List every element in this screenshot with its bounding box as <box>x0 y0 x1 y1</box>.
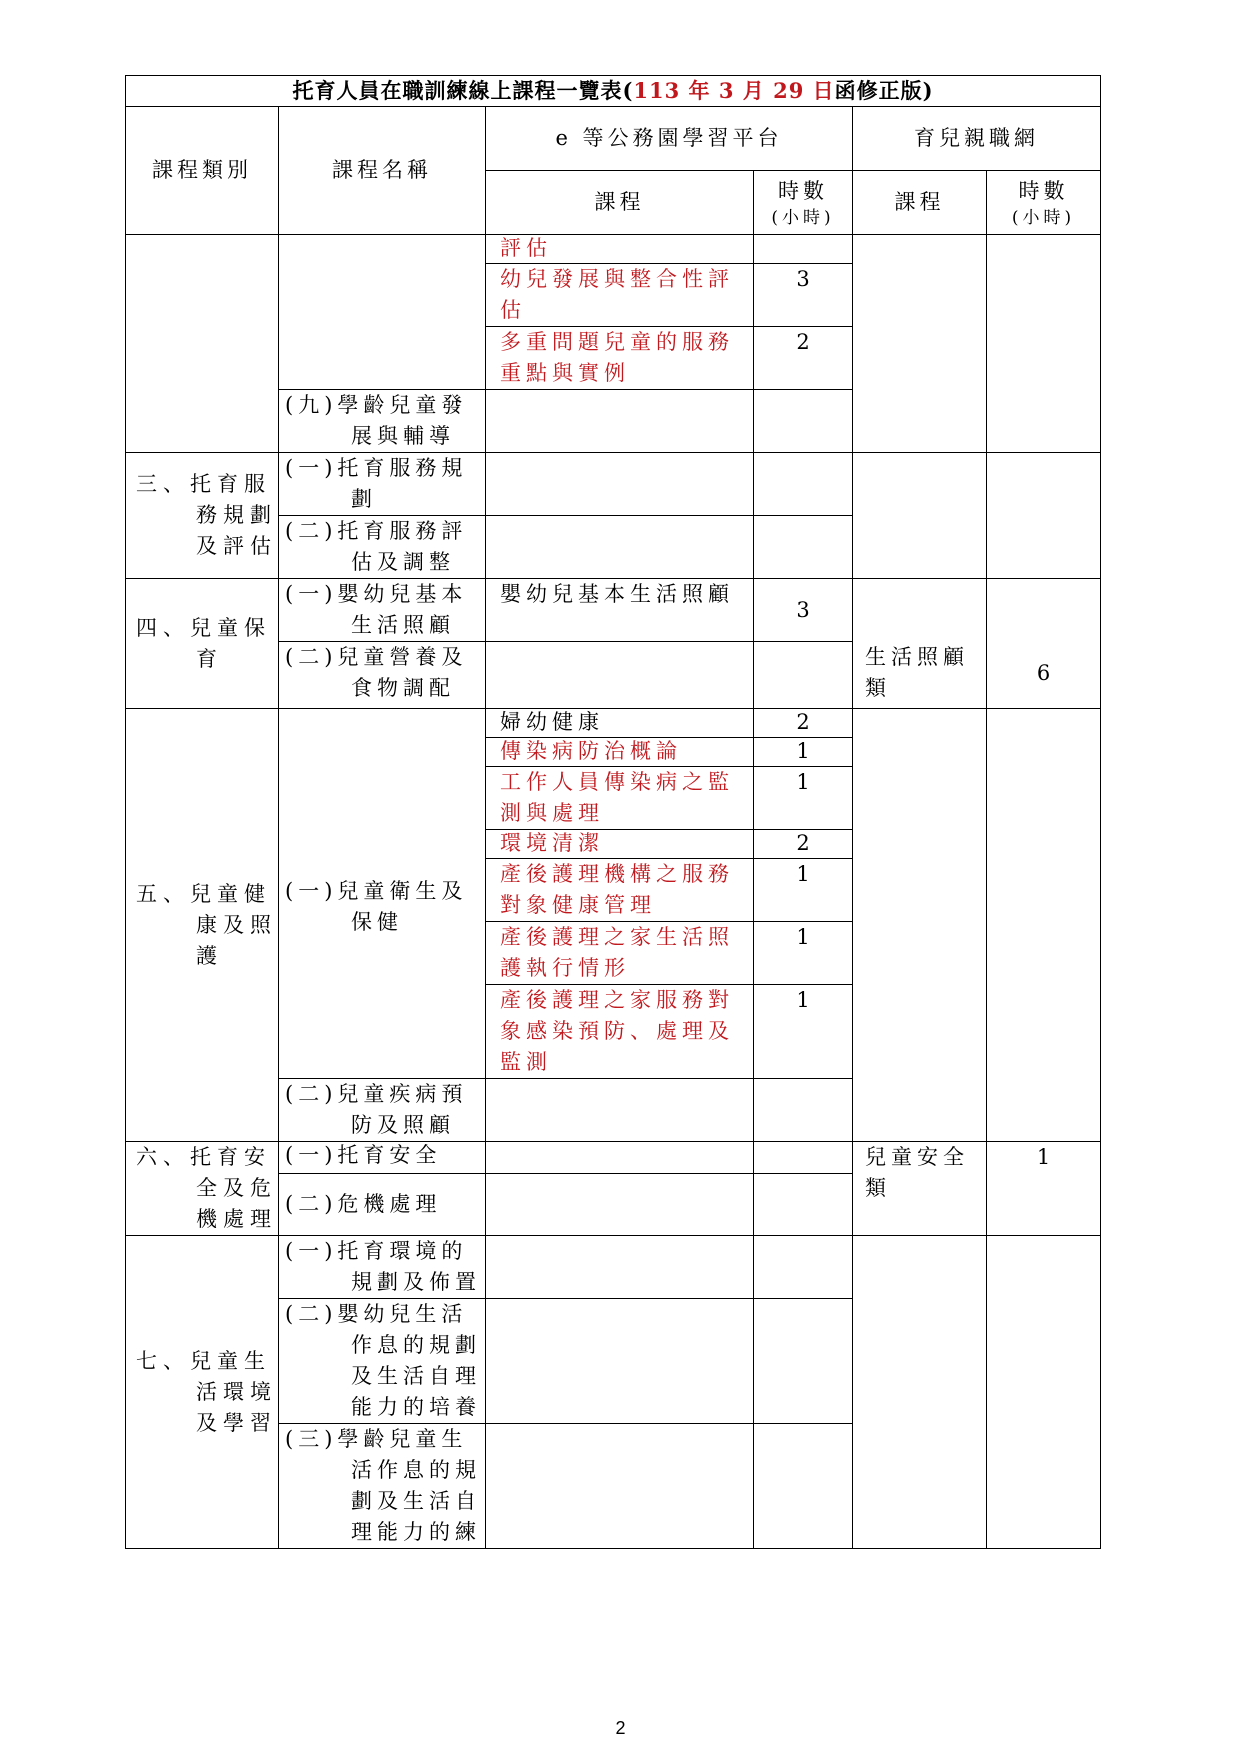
category-cell <box>126 1142 279 1236</box>
course-cell <box>486 1424 754 1549</box>
course-name-line: (二)兒童營養及 <box>285 645 468 669</box>
table-row-name-cont <box>279 235 486 390</box>
course-cell <box>486 1079 754 1142</box>
table-row-category-cont <box>126 235 279 453</box>
hours-cell: 1 <box>754 985 853 1079</box>
header-e-platform: e 等公務園學習平台 <box>486 107 853 171</box>
hours-cell <box>754 453 853 516</box>
course-line: 工作人員傳染病之監 <box>500 770 734 794</box>
course-name-line: (二)兒童疾病預 <box>285 1082 468 1106</box>
course-cell <box>486 985 754 1079</box>
header-e-course: 課程 <box>486 171 754 235</box>
course-cell <box>486 453 754 516</box>
category-line: 四、兒童保 <box>136 615 271 640</box>
yuer-course-cell <box>853 1142 987 1236</box>
hours-cell: 2 <box>754 830 853 859</box>
course-name-cell <box>279 516 486 579</box>
course-cell <box>486 1173 754 1235</box>
category-line: 康及照 <box>196 912 277 937</box>
course-cell: 環境清潔 <box>486 830 754 859</box>
course-name-line: 展與輔導 <box>351 424 455 448</box>
course-name-line: 防及照顧 <box>351 1113 455 1137</box>
header-y-hours <box>987 171 1101 235</box>
course-cell: 幼兒發展與整合性評估 <box>486 264 754 327</box>
hours-cell <box>754 1236 853 1299</box>
yuer-hours-cell <box>987 709 1101 1142</box>
course-cell <box>486 642 754 709</box>
hours-cell: 1 <box>754 767 853 830</box>
course-name-line: 能力的培養 <box>351 1395 481 1419</box>
course-name-cell <box>279 390 486 453</box>
yuer-hours-cell <box>987 235 1101 453</box>
yuer-course-line: 類 <box>865 676 891 700</box>
course-line: 測與處理 <box>500 801 604 825</box>
course-cell: 傳染病防治概論 <box>486 738 754 767</box>
header-course-name: 課程名稱 <box>279 107 486 235</box>
course-line: 監測 <box>500 1050 552 1074</box>
category-line: 及學習 <box>196 1410 277 1435</box>
course-name-cell <box>279 453 486 516</box>
yuer-course-cell <box>853 579 987 709</box>
yuer-course-cell <box>853 453 987 579</box>
page-number: 2 <box>615 1718 626 1738</box>
hours-cell: 3 <box>754 264 853 327</box>
course-name-line: 及生活自理 <box>351 1364 481 1388</box>
course-name-cell <box>279 579 486 642</box>
category-line: 及評估 <box>196 534 277 558</box>
category-line: 三、托育服 <box>136 472 271 496</box>
hours-cell <box>754 390 853 453</box>
category-cell <box>126 709 279 1142</box>
course-name-cell <box>279 709 486 1079</box>
title-main: 托育人員在職訓練線上課程一覽表( <box>292 78 634 103</box>
category-line: 全及危 <box>196 1176 277 1200</box>
category-cell <box>126 1236 279 1549</box>
yuer-course-cell <box>853 235 987 453</box>
course-name-line: 劃 <box>351 487 377 511</box>
course-cell: 婦幼健康 <box>486 709 754 738</box>
course-cell <box>486 767 754 830</box>
hours-cell <box>754 1142 853 1174</box>
course-cell <box>486 922 754 985</box>
category-line: 活環境 <box>196 1379 277 1404</box>
yuer-course-line: 類 <box>865 1176 891 1200</box>
category-line: 六、托育安 <box>136 1145 271 1169</box>
course-name-line: (一)兒童衛生及 <box>285 878 468 903</box>
course-name-line: 作息的規劃 <box>351 1333 481 1357</box>
course-line: 產後護理機構之服務 <box>500 862 734 886</box>
course-cell: 嬰幼兒基本生活照顧 <box>486 579 754 642</box>
header-y-hours-label: 時數 <box>1018 179 1069 203</box>
hours-cell: 1 <box>754 922 853 985</box>
course-name-line: 生活照顧 <box>351 613 455 637</box>
course-name-line: (一)嬰幼兒基本 <box>285 582 468 606</box>
hours-cell <box>754 235 853 264</box>
course-name-cell <box>279 1424 486 1549</box>
course-name-line: (三)學齡兒童生 <box>285 1427 468 1451</box>
course-cell <box>486 516 754 579</box>
hours-cell: 1 <box>754 738 853 767</box>
category-line: 護 <box>196 943 223 968</box>
course-line: 對象健康管理 <box>500 893 656 917</box>
course-name-cell: (二)危機處理 <box>279 1173 486 1235</box>
header-yuer-network: 育兒親職網 <box>853 107 1101 171</box>
hours-cell <box>754 516 853 579</box>
yuer-hours-cell: 6 <box>987 579 1101 709</box>
hours-cell <box>754 1079 853 1142</box>
category-cell <box>126 453 279 579</box>
course-name-cell <box>279 1079 486 1142</box>
course-name-cell <box>279 1236 486 1299</box>
category-line: 機處理 <box>196 1207 277 1231</box>
hours-cell <box>754 1424 853 1549</box>
header-category: 課程類別 <box>126 107 279 235</box>
course-name-line: 食物調配 <box>351 676 455 700</box>
course-line: 產後護理之家生活照 <box>500 925 734 949</box>
course-name-line: (二)嬰幼兒生活 <box>285 1302 468 1326</box>
table-title <box>126 76 1101 107</box>
hours-cell: 1 <box>754 859 853 922</box>
course-name-line: 理能力的練 <box>351 1520 481 1544</box>
hours-cell <box>754 1299 853 1424</box>
category-line: 五、兒童健 <box>136 881 271 906</box>
yuer-course-line: 兒童安全 <box>865 1145 969 1169</box>
course-name-cell <box>279 642 486 709</box>
category-line: 七、兒童生 <box>136 1348 271 1373</box>
course-cell: 多重問題兒童的服務重點與實例 <box>486 327 754 390</box>
course-line: 產後護理之家服務對 <box>500 988 734 1012</box>
yuer-course-line: 生活照顧 <box>865 645 969 669</box>
course-name-line: (九)學齡兒童發 <box>285 393 468 417</box>
hours-cell <box>754 642 853 709</box>
course-cell <box>486 1299 754 1424</box>
category-line: 育 <box>196 646 223 671</box>
hours-cell: 3 <box>754 579 853 642</box>
category-cell <box>126 579 279 709</box>
course-name-line: 活作息的規 <box>351 1458 481 1482</box>
course-line: 象感染預防、處理及 <box>500 1019 734 1043</box>
header-e-hours <box>754 171 853 235</box>
yuer-course-cell <box>853 709 987 1142</box>
course-name-line: 劃及生活自 <box>351 1489 481 1513</box>
header-e-hours-unit: (小時) <box>771 208 835 228</box>
header-y-hours-unit: (小時) <box>1011 208 1076 228</box>
course-name-line: (一)托育服務規 <box>285 456 468 480</box>
yuer-hours-cell: 1 <box>987 1142 1101 1236</box>
course-name-line: 規劃及佈置 <box>351 1270 481 1294</box>
category-line: 務規劃 <box>196 503 277 527</box>
course-name-line: 估及調整 <box>351 550 455 574</box>
course-cell <box>486 1142 754 1174</box>
course-name-cell <box>279 1299 486 1424</box>
course-cell: 評估 <box>486 235 754 264</box>
hours-cell: 2 <box>754 327 853 390</box>
course-table <box>125 75 1101 1549</box>
hours-cell <box>754 1173 853 1235</box>
hours-cell: 2 <box>754 709 853 738</box>
course-name-cell: (一)托育安全 <box>279 1142 486 1174</box>
course-name-line: 保健 <box>351 909 403 934</box>
yuer-hours-cell <box>987 453 1101 579</box>
header-e-hours-label: 時數 <box>778 179 828 203</box>
title-date: 113 年 3 月 29 日 <box>633 78 835 103</box>
course-cell <box>486 1236 754 1299</box>
course-name-line: (一)托育環境的 <box>285 1239 468 1263</box>
header-y-course: 課程 <box>853 171 987 235</box>
yuer-hours-cell <box>987 1236 1101 1549</box>
course-name-line: (二)托育服務評 <box>285 519 468 543</box>
course-cell <box>486 390 754 453</box>
yuer-course-cell <box>853 1236 987 1549</box>
course-cell <box>486 859 754 922</box>
title-tail: 函修正版) <box>834 78 934 103</box>
course-line: 護執行情形 <box>500 956 630 980</box>
